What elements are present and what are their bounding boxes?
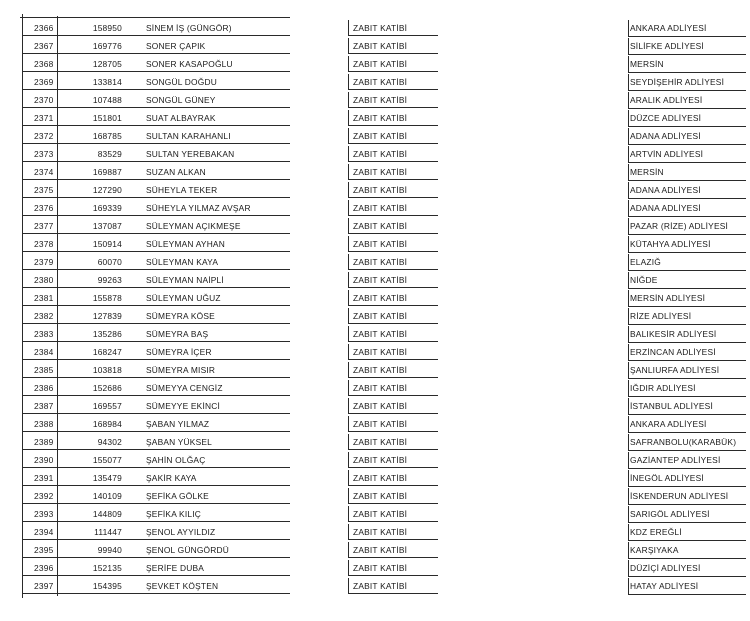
job-title: ZABIT KATİBİ [353,491,408,501]
column-tick-location [628,524,629,541]
column-tick-title [348,416,349,432]
column-tick-title [348,128,349,144]
assigned-courthouse: İSKENDERUN ADLİYESİ [630,491,729,501]
row-rule-title [348,593,438,594]
person-name: SONER ÇAPIK [146,41,206,51]
table-row [0,540,750,558]
person-name: ŞAKİR KAYA [146,473,197,483]
table-row [0,306,750,324]
job-title: ZABIT KATİBİ [353,239,408,249]
column-tick-title [348,38,349,54]
person-name: ŞENOL GÜNGÖRDÜ [146,545,229,555]
table-row [0,162,750,180]
table-row [0,342,750,360]
person-name: SÜMEYRA KÖSE [146,311,215,321]
person-name: SÜHEYLA TEKER [146,185,218,195]
assigned-courthouse: ŞANLIURFA ADLİYESİ [630,365,720,375]
assigned-courthouse: MERSİN [630,167,664,177]
table-row [0,36,750,54]
job-title: ZABIT KATİBİ [353,311,408,321]
table-row [0,324,750,342]
registry-number: 107488 [92,95,122,105]
table-row [0,432,750,450]
row-number: 2376 [34,203,54,213]
row-number: 2379 [34,257,54,267]
column-tick-title [348,74,349,90]
job-title: ZABIT KATİBİ [353,293,408,303]
registry-number: 155077 [92,455,122,465]
person-name: SÜMEYYE EKİNCİ [146,401,221,411]
job-title: ZABIT KATİBİ [353,95,408,105]
column-tick-title [348,164,349,180]
assigned-courthouse: ARALIK ADLİYESİ [630,95,703,105]
column-tick-title [348,470,349,486]
column-tick-location [628,380,629,397]
job-title: ZABIT KATİBİ [353,365,408,375]
row-number: 2392 [34,491,54,501]
registry-number: 127839 [92,311,122,321]
person-name: SUZAN ALKAN [146,167,206,177]
column-tick-location [628,56,629,73]
job-title: ZABIT KATİBİ [353,527,408,537]
column-tick-title [348,488,349,504]
row-number: 2395 [34,545,54,555]
registry-number: 169776 [92,41,122,51]
registry-number: 99940 [97,545,122,555]
person-name: SUAT ALBAYRAK [146,113,216,123]
job-title: ZABIT KATİBİ [353,509,408,519]
column-tick-title [348,110,349,126]
person-name: SÜLEYMAN AÇIKMEŞE [146,221,241,231]
column-tick-location [628,344,629,361]
column-tick-location [628,146,629,163]
job-title: ZABIT KATİBİ [353,41,408,51]
job-title: ZABIT KATİBİ [353,563,408,573]
column-tick-title [348,524,349,540]
assigned-courthouse: İNEGÖL ADLİYESİ [630,473,704,483]
assigned-courthouse: SİLİFKE ADLİYESİ [630,41,704,51]
table-row [0,90,750,108]
row-rule-location [628,594,746,595]
table-row [0,522,750,540]
job-title: ZABIT KATİBİ [353,473,408,483]
column-tick-title [348,92,349,108]
registry-number: 169887 [92,167,122,177]
column-tick-title [348,146,349,162]
assigned-courthouse: IĞDIR ADLİYESİ [630,383,696,393]
row-number: 2389 [34,437,54,447]
job-title: ZABIT KATİBİ [353,419,408,429]
table-row [0,144,750,162]
column-tick-location [628,110,629,127]
column-tick-title [348,236,349,252]
table-row [0,72,750,90]
table-row [0,558,750,576]
person-name: ŞEFİKA KILIÇ [146,509,201,519]
table-row [0,360,750,378]
job-title: ZABIT KATİBİ [353,131,408,141]
column-tick-title [348,380,349,396]
row-number: 2377 [34,221,54,231]
job-title: ZABIT KATİBİ [353,437,408,447]
row-number: 2378 [34,239,54,249]
job-title: ZABIT KATİBİ [353,113,408,123]
registry-number: 155878 [92,293,122,303]
column-tick-title [348,272,349,288]
column-tick-title [348,56,349,72]
assigned-courthouse: ADANA ADLİYESİ [630,131,701,141]
person-name: SÜLEYMAN UĞUZ [146,293,221,303]
column-tick-title [348,20,349,36]
table-row [0,216,750,234]
registry-number: 154395 [92,581,122,591]
table-row [0,252,750,270]
person-name: SÜLEYMAN NAİPLİ [146,275,224,285]
person-name: SÜMEYYA CENGİZ [146,383,223,393]
table-row [0,378,750,396]
column-tick-title [348,452,349,468]
row-number: 2391 [34,473,54,483]
column-tick-title [348,344,349,360]
person-name: SULTAN KARAHANLI [146,131,231,141]
row-rule-left [22,593,290,594]
registry-number: 140109 [92,491,122,501]
registry-number: 111447 [94,527,122,537]
registry-number: 83529 [97,149,122,159]
row-number: 2372 [34,131,54,141]
column-tick-location [628,20,629,37]
job-title: ZABIT KATİBİ [353,347,408,357]
registry-number: 128705 [92,59,122,69]
person-name: SONGÜL DOĞDU [146,77,217,87]
row-number: 2390 [34,455,54,465]
column-tick-title [348,542,349,558]
assigned-courthouse: ANKARA ADLİYESİ [630,23,707,33]
row-number: 2381 [34,293,54,303]
table-row [0,18,750,36]
table-row [0,504,750,522]
assigned-courthouse: SEYDİŞEHİR ADLİYESİ [630,77,725,87]
job-title: ZABIT KATİBİ [353,23,408,33]
table-row [0,270,750,288]
registry-number: 158950 [92,23,122,33]
row-number: 2367 [34,41,54,51]
person-name: SONGÜL GÜNEY [146,95,216,105]
table-row [0,288,750,306]
person-name: SİNEM İŞ (GÜNGÖR) [146,23,232,33]
column-tick-location [628,164,629,181]
job-title: ZABIT KATİBİ [353,221,408,231]
registry-number: 144809 [92,509,122,519]
assigned-courthouse: KDZ EREĞLİ [630,527,682,537]
column-tick-title [348,254,349,270]
job-title: ZABIT KATİBİ [353,257,408,267]
column-tick-location [628,542,629,559]
column-tick-title [348,506,349,522]
column-tick-title [348,398,349,414]
row-number: 2394 [34,527,54,537]
assigned-courthouse: KÜTAHYA ADLİYESİ [630,239,711,249]
row-number: 2366 [34,23,54,33]
person-name: SÜMEYRA MISIR [146,365,216,375]
person-name: SÜLEYMAN AYHAN [146,239,225,249]
table-row [0,234,750,252]
person-name: SÜLEYMAN KAYA [146,257,219,267]
row-number: 2370 [34,95,54,105]
assigned-courthouse: DÜZCE ADLİYESİ [630,113,702,123]
row-number: 2374 [34,167,54,177]
row-number: 2375 [34,185,54,195]
table-row [0,486,750,504]
registry-number: 168785 [92,131,122,141]
assigned-courthouse: SARIGÖL ADLİYESİ [630,509,710,519]
table-row [0,468,750,486]
registry-number: 127290 [92,185,122,195]
column-tick-location [628,326,629,343]
column-tick-location [628,272,629,289]
person-name: SULTAN YEREBAKAN [146,149,235,159]
row-number: 2388 [34,419,54,429]
assigned-courthouse: GAZİANTEP ADLİYESİ [630,455,721,465]
column-tick-location [628,434,629,451]
row-number: 2383 [34,329,54,339]
job-title: ZABIT KATİBİ [353,149,408,159]
person-name: SÜMEYRA İÇER [146,347,212,357]
assigned-courthouse: HATAY ADLİYESİ [630,581,699,591]
assigned-courthouse: ARTVİN ADLİYESİ [630,149,704,159]
table-row [0,414,750,432]
person-name: ŞEFİKA GÖLKE [146,491,209,501]
assigned-courthouse: ADANA ADLİYESİ [630,203,701,213]
registry-number: 135479 [92,473,122,483]
column-tick-location [628,398,629,415]
column-tick-title [348,578,349,594]
row-number: 2369 [34,77,54,87]
row-number: 2371 [34,113,54,123]
registry-number: 137087 [92,221,122,231]
assigned-courthouse: NİĞDE [630,275,658,285]
assigned-courthouse: ERZİNCAN ADLİYESİ [630,347,716,357]
assigned-courthouse: DÜZİÇİ ADLİYESİ [630,563,701,573]
registry-number: 135286 [92,329,122,339]
registry-number: 151801 [92,113,122,123]
job-title: ZABIT KATİBİ [353,383,408,393]
column-tick-location [628,218,629,235]
row-number: 2386 [34,383,54,393]
job-title: ZABIT KATİBİ [353,401,408,411]
registry-number: 169557 [92,401,122,411]
registry-number: 60070 [97,257,122,267]
column-tick-location [628,506,629,523]
column-tick-title [348,308,349,324]
assigned-courthouse: PAZAR (RİZE) ADLİYESİ [630,221,729,231]
column-tick-title [348,218,349,234]
registry-number: 152135 [92,563,122,573]
column-tick-location [628,416,629,433]
registry-number: 99263 [97,275,122,285]
person-name: ŞABAN YILMAZ [146,419,210,429]
job-title: ZABIT KATİBİ [353,275,408,285]
column-tick-title [348,182,349,198]
column-tick-location [628,452,629,469]
table-row [0,450,750,468]
registry-number: 152686 [92,383,122,393]
row-number: 2387 [34,401,54,411]
assigned-courthouse: ELAZIĞ [630,257,661,267]
person-name: ŞENOL AYYILDIZ [146,527,216,537]
column-tick-location [628,254,629,271]
registry-number: 103818 [92,365,122,375]
assigned-courthouse: RİZE ADLİYESİ [630,311,692,321]
row-number: 2382 [34,311,54,321]
job-title: ZABIT KATİBİ [353,581,408,591]
row-number: 2368 [34,59,54,69]
column-tick-location [628,74,629,91]
assigned-courthouse: KARŞIYAKA [630,545,679,555]
column-tick-location [628,362,629,379]
column-tick-location [628,92,629,109]
column-tick-title [348,200,349,216]
assigned-courthouse: MERSİN [630,59,664,69]
column-tick-title [348,290,349,306]
row-number: 2380 [34,275,54,285]
assigned-courthouse: İSTANBUL ADLİYESİ [630,401,713,411]
person-name: ŞERİFE DUBA [146,563,205,573]
column-tick-location [628,128,629,145]
column-tick-location [628,488,629,505]
assigned-courthouse: ADANA ADLİYESİ [630,185,701,195]
column-tick-location [628,200,629,217]
column-tick-location [628,236,629,253]
table-row [0,108,750,126]
column-tick-location [628,308,629,325]
column-tick-title [348,434,349,450]
person-name: ŞABAN YÜKSEL [146,437,213,447]
table-row [0,180,750,198]
assigned-courthouse: MERSİN ADLİYESİ [630,293,706,303]
column-tick-title [348,560,349,576]
person-name: SÜHEYLA YILMAZ AVŞAR [146,203,251,213]
registry-number: 150914 [92,239,122,249]
assigned-courthouse: ANKARA ADLİYESİ [630,419,707,429]
column-tick-location [628,560,629,577]
assigned-courthouse: BALIKESİR ADLİYESİ [630,329,717,339]
column-tick-location [628,182,629,199]
row-number: 2385 [34,365,54,375]
row-number: 2393 [34,509,54,519]
job-title: ZABIT KATİBİ [353,203,408,213]
assigned-courthouse: SAFRANBOLU(KARABÜK) [630,437,737,447]
person-name: ŞAHİN OLĞAÇ [146,455,206,465]
row-number: 2384 [34,347,54,357]
job-title: ZABIT KATİBİ [353,167,408,177]
registry-number: 169339 [92,203,122,213]
registry-number: 168247 [92,347,122,357]
registry-number: 94302 [97,437,122,447]
row-number: 2397 [34,581,54,591]
person-name: ŞEVKET KÖŞTEN [146,581,219,591]
column-tick-title [348,362,349,378]
table-row [0,396,750,414]
job-title: ZABIT KATİBİ [353,455,408,465]
job-title: ZABIT KATİBİ [353,545,408,555]
job-title: ZABIT KATİBİ [353,77,408,87]
registry-number: 133814 [92,77,122,87]
person-name: SONER KASAPOĞLU [146,59,233,69]
table-row [0,576,750,594]
job-title: ZABIT KATİBİ [353,185,408,195]
row-number: 2373 [34,149,54,159]
column-tick-title [348,326,349,342]
row-number: 2396 [34,563,54,573]
table-row [0,198,750,216]
job-title: ZABIT KATİBİ [353,59,408,69]
table-row [0,126,750,144]
registry-number: 168984 [92,419,122,429]
column-tick-location [628,470,629,487]
column-tick-location [628,290,629,307]
person-name: SÜMEYRA BAŞ [146,329,209,339]
table-row [0,54,750,72]
job-title: ZABIT KATİBİ [353,329,408,339]
column-tick-location [628,38,629,55]
column-tick-location [628,578,629,595]
